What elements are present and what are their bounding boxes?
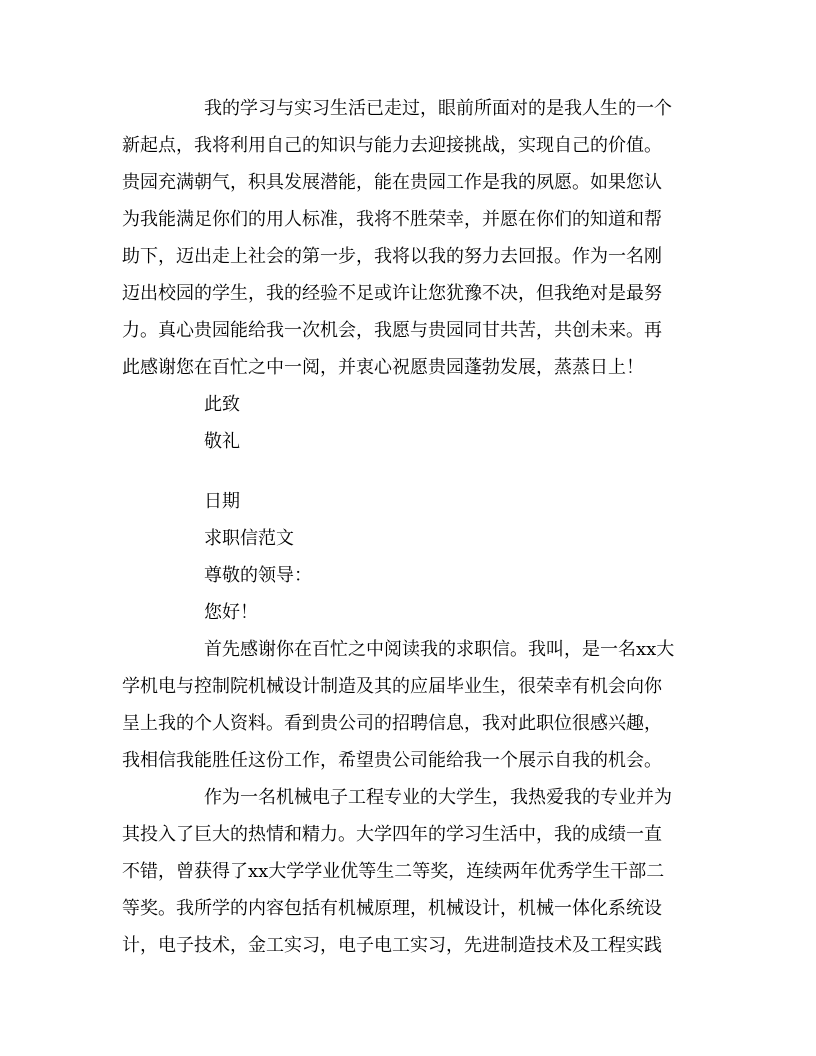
paragraph-line: 新起点，我将利用自己的知识与能力去迎接挑战，实现自己的价值。	[122, 135, 662, 156]
paragraph-line: 迈出校园的学生，我的经验不足或许让您犹豫不决，但我绝对是最努	[122, 283, 662, 304]
paragraph-line: 为我能满足你们的用人标准，我将不胜荣幸，并愿在你们的知道和帮	[122, 209, 662, 230]
paragraph-line: 我相信我能胜任这份工作，希望贵公司能给我一个展示自我的机会。	[122, 750, 662, 771]
paragraph-line: 学机电与控制院机械设计制造及其的应届毕业生，很荣幸有机会向你	[122, 676, 662, 697]
paragraph-line: 计，电子技术，金工实习，电子电工实习，先进制造技术及工程实践	[122, 935, 662, 956]
paragraph-line: 不错，曾获得了xx大学学业优等生二等奖，连续两年优秀学生干部二	[122, 861, 665, 882]
paragraph-line: 助下，迈出走上社会的第一步，我将以我的努力去回报。作为一名刚	[122, 246, 662, 267]
paragraph-line: 力。真心贵园能给我一次机会，我愿与贵园同甘共苦，共创未来。再	[122, 320, 662, 341]
closing-line: 此致	[204, 394, 240, 415]
date-line: 日期	[204, 491, 240, 512]
paragraph-line: 作为一名机械电子工程专业的大学生，我热爱我的专业并为	[204, 787, 672, 808]
closing-line: 敬礼	[204, 431, 240, 452]
paragraph-line: 此感谢您在百忙之中一阅，并衷心祝愿贵园蓬勃发展，蒸蒸日上！	[122, 357, 644, 378]
paragraph-line: 我的学习与实习生活已走过，眼前所面对的是我人生的一个	[204, 98, 672, 119]
hello-line: 您好！	[204, 602, 258, 623]
paragraph-line: 等奖。我所学的内容包括有机械原理，机械设计，机械一体化系统设	[122, 898, 662, 919]
letter-title: 求职信范文	[204, 528, 294, 549]
paragraph-line: 其投入了巨大的热情和精力。大学四年的学习生活中，我的成绩一直	[122, 824, 662, 845]
paragraph-line: 呈上我的个人资料。看到贵公司的招聘信息，我对此职位很感兴趣，	[122, 713, 662, 734]
paragraph-line: 首先感谢你在百忙之中阅读我的求职信。我叫，是一名xx大	[204, 639, 675, 660]
greeting: 尊敬的领导：	[204, 565, 312, 586]
paragraph-line: 贵园充满朝气，积具发展潜能，能在贵园工作是我的夙愿。如果您认	[122, 172, 662, 193]
